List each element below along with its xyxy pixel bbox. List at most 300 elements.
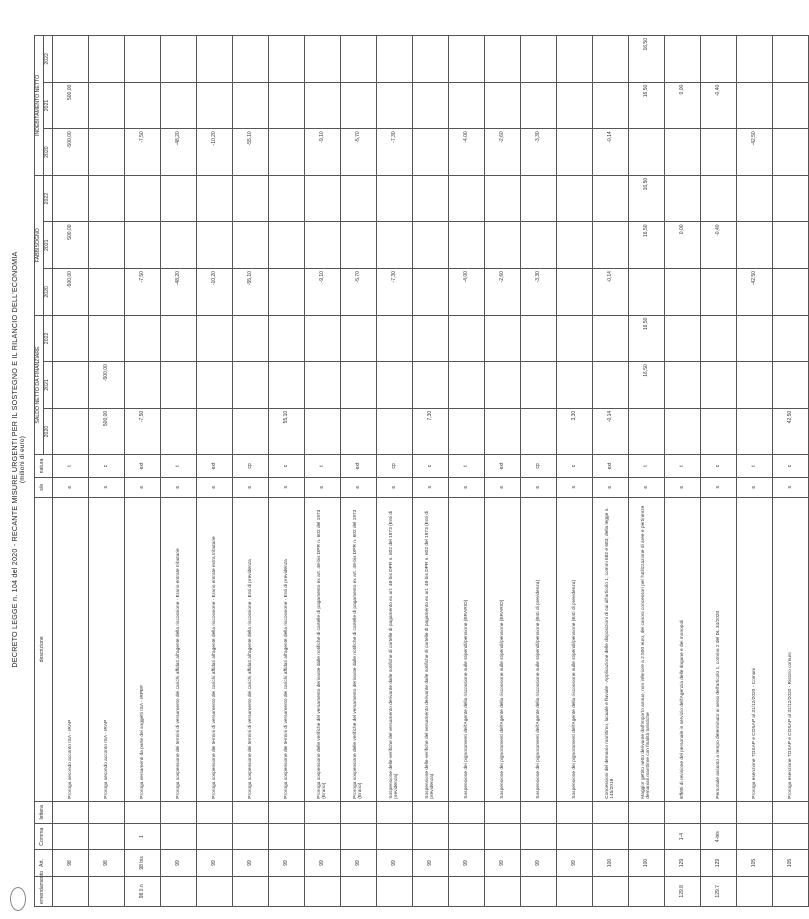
cell-comma bbox=[484, 823, 520, 849]
header-year: 2022 bbox=[43, 175, 52, 222]
cell-indebitamento bbox=[340, 36, 376, 83]
table-row bbox=[736, 36, 772, 907]
cell-emendamento bbox=[448, 876, 484, 906]
cell-indebitamento: -7,30 bbox=[376, 129, 412, 176]
cell-se: e bbox=[160, 477, 196, 497]
cell-descrizione: Proroga secondo acconto ISA - IRAP bbox=[52, 497, 88, 801]
cell-fabbisogno bbox=[592, 175, 628, 222]
cell-fabbisogno: -9,10 bbox=[304, 269, 340, 316]
cell-emendamento bbox=[556, 876, 592, 906]
cell-fabbisogno bbox=[556, 269, 592, 316]
cell-saldo-netto bbox=[304, 408, 340, 455]
header-year: 2020 bbox=[43, 129, 52, 176]
cell-indebitamento bbox=[232, 36, 268, 83]
cell-art: 99 bbox=[520, 850, 556, 876]
cell-fabbisogno bbox=[268, 269, 304, 316]
cell-indebitamento bbox=[700, 36, 736, 83]
cell-comma bbox=[340, 823, 376, 849]
cell-saldo-netto bbox=[664, 362, 700, 409]
cell-lettera bbox=[376, 801, 412, 823]
cell-fabbisogno bbox=[484, 222, 520, 269]
cell-comma bbox=[448, 823, 484, 849]
cell-fabbisogno bbox=[412, 222, 448, 269]
cell-emendamento bbox=[304, 876, 340, 906]
cell-comma bbox=[232, 823, 268, 849]
cell-saldo-netto bbox=[736, 315, 772, 362]
cell-art: 99 bbox=[448, 850, 484, 876]
cell-indebitamento bbox=[520, 36, 556, 83]
cell-art: 129 bbox=[700, 850, 736, 876]
cell-lettera bbox=[520, 801, 556, 823]
cell-indebitamento bbox=[448, 36, 484, 83]
cell-natura: t bbox=[448, 455, 484, 477]
cell-natura: t bbox=[52, 455, 88, 477]
cell-indebitamento bbox=[484, 82, 520, 129]
cell-saldo-netto bbox=[556, 315, 592, 362]
cell-saldo-netto bbox=[520, 362, 556, 409]
cell-fabbisogno bbox=[88, 222, 124, 269]
cell-lettera bbox=[448, 801, 484, 823]
cell-indebitamento bbox=[772, 36, 808, 83]
cell-fabbisogno bbox=[376, 222, 412, 269]
cell-descrizione: Personale assunto a tempo determinato ai sensi dell'articolo 1, comma 2 del DL 34/2020 bbox=[700, 497, 736, 801]
cell-natura: c bbox=[556, 455, 592, 477]
cell-indebitamento: -5,70 bbox=[340, 129, 376, 176]
cell-saldo-netto bbox=[772, 362, 808, 409]
cell-saldo-netto: 16,50 bbox=[628, 315, 664, 362]
cell-indebitamento: -500,00 bbox=[52, 129, 88, 176]
header-year: 2020 bbox=[43, 269, 52, 316]
cell-fabbisogno: -55,10 bbox=[232, 269, 268, 316]
cell-indebitamento bbox=[124, 82, 160, 129]
cell-indebitamento: -10,20 bbox=[196, 129, 232, 176]
cell-art: 99 bbox=[340, 850, 376, 876]
cell-lettera bbox=[736, 801, 772, 823]
cell-art: 99 bbox=[160, 850, 196, 876]
cell-art: 99 bbox=[196, 850, 232, 876]
cell-emendamento bbox=[232, 876, 268, 906]
cell-saldo-netto bbox=[700, 408, 736, 455]
cell-emendamento bbox=[592, 876, 628, 906]
cell-se: e bbox=[448, 477, 484, 497]
cell-art: 99 bbox=[268, 850, 304, 876]
cell-se: e bbox=[592, 477, 628, 497]
cell-emendamento: 98.0.n bbox=[124, 876, 160, 906]
cell-art: 100 bbox=[592, 850, 628, 876]
cell-lettera bbox=[340, 801, 376, 823]
cell-natura: cp bbox=[520, 455, 556, 477]
cell-art: 105 bbox=[736, 850, 772, 876]
cell-saldo-netto bbox=[484, 315, 520, 362]
cell-fabbisogno: -2,60 bbox=[484, 269, 520, 316]
cell-saldo-netto bbox=[340, 408, 376, 455]
cell-descrizione: Sospensione delle verifiche del versamento derivante dalle notifiche di cartelle di pagamento ex art. 48-bis DPR n. 602 del 1973 (Enti di previdenza) bbox=[412, 497, 448, 801]
cell-saldo-netto bbox=[340, 362, 376, 409]
cell-fabbisogno bbox=[592, 222, 628, 269]
cell-descrizione: Proroga sospensione dei termini di versamento dei carichi affidati all'agente della riscossione - Erario entrate extra tributarie bbox=[196, 497, 232, 801]
cell-indebitamento: -4,00 bbox=[448, 129, 484, 176]
cell-fabbisogno bbox=[556, 175, 592, 222]
cell-saldo-netto bbox=[160, 408, 196, 455]
table-row bbox=[124, 36, 160, 907]
cell-descrizione: Sospensione dei pignoramenti dell'Agente della riscossione sulle stipendi/pensione (Enti di previdenza) bbox=[556, 497, 592, 801]
cell-lettera bbox=[664, 801, 700, 823]
cell-fabbisogno: -4,00 bbox=[448, 269, 484, 316]
cell-fabbisogno bbox=[376, 175, 412, 222]
cell-fabbisogno bbox=[160, 222, 196, 269]
cell-saldo-netto bbox=[484, 408, 520, 455]
cell-lettera bbox=[88, 801, 124, 823]
cell-lettera bbox=[628, 801, 664, 823]
cell-saldo-netto bbox=[196, 408, 232, 455]
cell-se: e bbox=[304, 477, 340, 497]
cell-fabbisogno bbox=[700, 269, 736, 316]
cell-emendamento bbox=[268, 876, 304, 906]
cell-indebitamento: -0,40 bbox=[700, 82, 736, 129]
cell-emendamento bbox=[628, 876, 664, 906]
cell-natura: t bbox=[664, 455, 700, 477]
cell-art: 98 bbox=[88, 850, 124, 876]
cell-descrizione: Proroga sospensione dei termini di versamento dei carichi affidati all'agente della riscossione - Erario entrate tributarie bbox=[160, 497, 196, 801]
cell-se: e bbox=[484, 477, 520, 497]
header-se: s/e bbox=[35, 477, 53, 497]
cell-saldo-netto: 42,50 bbox=[772, 408, 808, 455]
cell-fabbisogno bbox=[232, 222, 268, 269]
header-year: 2022 bbox=[43, 36, 52, 83]
cell-art: 99 bbox=[232, 850, 268, 876]
cell-fabbisogno bbox=[700, 175, 736, 222]
table-row bbox=[268, 36, 304, 907]
cell-saldo-netto: 55,10 bbox=[268, 408, 304, 455]
cell-indebitamento bbox=[88, 129, 124, 176]
cell-saldo-netto bbox=[664, 315, 700, 362]
cell-indebitamento bbox=[160, 36, 196, 83]
cell-saldo-netto bbox=[376, 315, 412, 362]
cell-saldo-netto bbox=[376, 362, 412, 409]
cell-indebitamento bbox=[412, 129, 448, 176]
cell-saldo-netto bbox=[304, 315, 340, 362]
cell-fabbisogno bbox=[448, 175, 484, 222]
cell-indebitamento bbox=[736, 36, 772, 83]
cell-comma bbox=[592, 823, 628, 849]
header-lettera: lettera bbox=[35, 801, 53, 823]
cell-indebitamento bbox=[592, 36, 628, 83]
cell-emendamento bbox=[484, 876, 520, 906]
cell-comma bbox=[376, 823, 412, 849]
cell-fabbisogno bbox=[340, 175, 376, 222]
cell-lettera bbox=[196, 801, 232, 823]
cell-se: s bbox=[268, 477, 304, 497]
cell-natura: c bbox=[88, 455, 124, 477]
cell-saldo-netto bbox=[700, 315, 736, 362]
header-natura: natura bbox=[35, 455, 53, 477]
cell-indebitamento bbox=[412, 36, 448, 83]
table-row bbox=[700, 36, 736, 907]
cell-saldo-netto bbox=[268, 362, 304, 409]
document-title: DECRETO LEGGE n. 104 del 2020 - RECANTE MISURE URGENTI PER IL SOSTEGNO E IL RILANCIO DELL'ECONOMIA bbox=[10, 251, 19, 668]
table-row bbox=[412, 36, 448, 907]
cell-comma: 1 bbox=[124, 823, 160, 849]
cell-lettera bbox=[52, 801, 88, 823]
cell-natura: cp bbox=[232, 455, 268, 477]
cell-descrizione: Proroga secondo acconto ISA - IRAP bbox=[88, 497, 124, 801]
cell-descrizione: Sospensione delle verifiche del versamento derivante dalle notifiche di cartelle di pagamento ex art. 48-bis DPR n. 602 del 1973 (Enti di previdenza) bbox=[376, 497, 412, 801]
cell-saldo-netto bbox=[736, 408, 772, 455]
table-body bbox=[52, 36, 808, 907]
cell-natura: t bbox=[160, 455, 196, 477]
cell-indebitamento bbox=[484, 36, 520, 83]
cell-fabbisogno bbox=[772, 175, 808, 222]
header-group-fabbisogno: FABBISOGNO bbox=[35, 175, 44, 315]
cell-indebitamento bbox=[376, 82, 412, 129]
cell-saldo-netto bbox=[160, 362, 196, 409]
cell-fabbisogno bbox=[520, 175, 556, 222]
financial-table bbox=[34, 35, 809, 907]
cell-indebitamento: -3,30 bbox=[520, 129, 556, 176]
cell-emendamento bbox=[520, 876, 556, 906]
cell-indebitamento bbox=[556, 129, 592, 176]
cell-comma bbox=[88, 823, 124, 849]
cell-lettera bbox=[484, 801, 520, 823]
table-row bbox=[484, 36, 520, 907]
cell-descrizione: Proroga sospensione dei termini di versamento dei carichi affidati all'agente della riscossione - Enti di previdenza bbox=[268, 497, 304, 801]
cell-saldo-netto bbox=[520, 408, 556, 455]
header-art: Art. bbox=[35, 850, 53, 876]
cell-indebitamento bbox=[772, 82, 808, 129]
cell-indebitamento bbox=[304, 36, 340, 83]
cell-indebitamento bbox=[700, 129, 736, 176]
cell-saldo-netto bbox=[232, 408, 268, 455]
cell-descrizione: Sospensione dei pignoramenti dell'Agente della riscossione sulle stipendi/pensione (ERARIO) bbox=[484, 497, 520, 801]
header-group-snf: SALDO NETTO DA FINANZIARE bbox=[35, 315, 44, 455]
cell-indebitamento bbox=[88, 82, 124, 129]
cell-comma bbox=[412, 823, 448, 849]
table-row bbox=[592, 36, 628, 907]
cell-fabbisogno bbox=[772, 222, 808, 269]
cell-fabbisogno: -0,40 bbox=[700, 222, 736, 269]
cell-saldo-netto bbox=[232, 362, 268, 409]
cell-se: e bbox=[340, 477, 376, 497]
cell-fabbisogno bbox=[196, 222, 232, 269]
table-row bbox=[448, 36, 484, 907]
cell-indebitamento bbox=[124, 36, 160, 83]
cell-se: e bbox=[664, 477, 700, 497]
cell-saldo-netto bbox=[520, 315, 556, 362]
header-year: 2022 bbox=[43, 315, 52, 362]
cell-fabbisogno bbox=[736, 222, 772, 269]
cell-indebitamento bbox=[664, 129, 700, 176]
cell-se: s bbox=[700, 477, 736, 497]
cell-lettera bbox=[232, 801, 268, 823]
cell-se: e bbox=[736, 477, 772, 497]
cell-emendamento: 129.8 bbox=[664, 876, 700, 906]
cell-natura: t bbox=[736, 455, 772, 477]
cell-indebitamento: -42,50 bbox=[736, 129, 772, 176]
cell-descrizione: Sospensione dei pignoramenti dell'Agente della riscossione sulle stipendi/pensione (Enti di previdenza) bbox=[520, 497, 556, 801]
cell-descrizione: Sospensione dei pignoramenti dell'Agente della riscossione sulle stipendi/pensione (ERARIO) bbox=[448, 497, 484, 801]
cell-fabbisogno bbox=[772, 269, 808, 316]
cell-saldo-netto bbox=[412, 315, 448, 362]
cell-fabbisogno bbox=[448, 222, 484, 269]
cell-emendamento bbox=[412, 876, 448, 906]
cell-saldo-netto bbox=[592, 315, 628, 362]
cell-saldo-netto bbox=[484, 362, 520, 409]
cell-lettera bbox=[268, 801, 304, 823]
cell-lettera bbox=[700, 801, 736, 823]
cell-fabbisogno: -42,50 bbox=[736, 269, 772, 316]
cell-comma: 1-4 bbox=[664, 823, 700, 849]
cell-comma bbox=[628, 823, 664, 849]
cell-saldo-netto bbox=[232, 315, 268, 362]
cell-indebitamento bbox=[664, 36, 700, 83]
cell-fabbisogno bbox=[124, 175, 160, 222]
cell-indebitamento bbox=[268, 82, 304, 129]
cell-saldo-netto bbox=[448, 408, 484, 455]
cell-indebitamento bbox=[592, 82, 628, 129]
cell-indebitamento bbox=[412, 82, 448, 129]
cell-indebitamento bbox=[556, 82, 592, 129]
cell-emendamento bbox=[772, 876, 808, 906]
cell-indebitamento bbox=[304, 82, 340, 129]
cell-art: 98 bbox=[52, 850, 88, 876]
cell-indebitamento: -0,14 bbox=[592, 129, 628, 176]
cell-indebitamento: 0,00 bbox=[664, 82, 700, 129]
cell-fabbisogno: -3,30 bbox=[520, 269, 556, 316]
cell-descrizione: Effetti di revisione del personale in servizio dell'Agenzia delle dogane e dei monopoli bbox=[664, 497, 700, 801]
cell-se: s bbox=[88, 477, 124, 497]
cell-natura: ext bbox=[592, 455, 628, 477]
cell-lettera bbox=[160, 801, 196, 823]
cell-natura: ext bbox=[484, 455, 520, 477]
cell-natura: c bbox=[268, 455, 304, 477]
cell-art: 99 bbox=[304, 850, 340, 876]
cell-fabbisogno bbox=[88, 175, 124, 222]
header-year: 2021 bbox=[43, 362, 52, 409]
cell-fabbisogno: -0,14 bbox=[592, 269, 628, 316]
cell-emendamento bbox=[736, 876, 772, 906]
cell-natura: t bbox=[304, 455, 340, 477]
cell-indebitamento: -9,10 bbox=[304, 129, 340, 176]
cell-descrizione: Concessioni del demanio marittimo, lacuale e fluviale - Applicazione delle disposizioni di cui all'articolo 1, commi 682 e 683, della legge n. 145/2018 bbox=[592, 497, 628, 801]
cell-comma bbox=[520, 823, 556, 849]
table-row bbox=[304, 36, 340, 907]
cell-fabbisogno: 500,00 bbox=[52, 222, 88, 269]
cell-indebitamento bbox=[88, 36, 124, 83]
cell-fabbisogno: -10,20 bbox=[196, 269, 232, 316]
cell-saldo-netto bbox=[124, 315, 160, 362]
cell-indebitamento bbox=[736, 82, 772, 129]
cell-se: e bbox=[196, 477, 232, 497]
cell-indebitamento: 16,50 bbox=[628, 82, 664, 129]
cell-saldo-netto: -500,00 bbox=[88, 362, 124, 409]
cell-saldo-netto bbox=[736, 362, 772, 409]
cell-comma bbox=[736, 823, 772, 849]
cell-indebitamento: 16,50 bbox=[628, 36, 664, 83]
cell-indebitamento bbox=[268, 36, 304, 83]
cell-fabbisogno bbox=[88, 269, 124, 316]
cell-emendamento bbox=[340, 876, 376, 906]
cell-saldo-netto bbox=[700, 362, 736, 409]
cell-fabbisogno bbox=[268, 175, 304, 222]
cell-saldo-netto bbox=[340, 315, 376, 362]
cell-descrizione: Proroga esenzione TOSAP e COSAP al 31/12/2020 - Comuni bbox=[736, 497, 772, 801]
cell-art: 99 bbox=[484, 850, 520, 876]
cell-comma bbox=[772, 823, 808, 849]
cell-saldo-netto bbox=[124, 362, 160, 409]
cell-fabbisogno: -48,20 bbox=[160, 269, 196, 316]
cell-saldo-netto bbox=[628, 408, 664, 455]
cell-natura: c bbox=[412, 455, 448, 477]
cell-emendamento bbox=[52, 876, 88, 906]
cell-se: s bbox=[772, 477, 808, 497]
table-row bbox=[520, 36, 556, 907]
cell-emendamento bbox=[376, 876, 412, 906]
cell-fabbisogno bbox=[412, 269, 448, 316]
cell-indebitamento bbox=[772, 129, 808, 176]
cell-indebitamento bbox=[628, 129, 664, 176]
cell-saldo-netto bbox=[448, 315, 484, 362]
cell-se: s bbox=[412, 477, 448, 497]
cell-fabbisogno bbox=[412, 175, 448, 222]
cell-natura: c bbox=[700, 455, 736, 477]
cell-natura: ext bbox=[196, 455, 232, 477]
cell-fabbisogno bbox=[340, 222, 376, 269]
cell-fabbisogno: -5,70 bbox=[340, 269, 376, 316]
cell-saldo-netto: 3,30 bbox=[556, 408, 592, 455]
table-row bbox=[196, 36, 232, 907]
cell-indebitamento bbox=[196, 82, 232, 129]
cell-indebitamento bbox=[160, 82, 196, 129]
cell-descrizione: Proroga esenzione TOSAP e COSAP al 31/12/2020 - Ristoro comuni bbox=[772, 497, 808, 801]
cell-fabbisogno: -7,50 bbox=[124, 269, 160, 316]
cell-fabbisogno bbox=[52, 175, 88, 222]
header-emendamento: emendamento bbox=[35, 876, 53, 906]
cell-saldo-netto bbox=[664, 408, 700, 455]
cell-natura: ext bbox=[340, 455, 376, 477]
header-year: 2021 bbox=[43, 222, 52, 269]
header-year: 2021 bbox=[43, 82, 52, 129]
cell-saldo-netto bbox=[376, 408, 412, 455]
cell-comma bbox=[196, 823, 232, 849]
header-descrizione: descrizione bbox=[35, 497, 53, 801]
cell-comma bbox=[52, 823, 88, 849]
cell-emendamento bbox=[88, 876, 124, 906]
cell-fabbisogno: -500,00 bbox=[52, 269, 88, 316]
cell-comma bbox=[160, 823, 196, 849]
cell-comma: 4-bis bbox=[700, 823, 736, 849]
cell-art: 105 bbox=[772, 850, 808, 876]
cell-natura: t bbox=[628, 455, 664, 477]
cell-fabbisogno bbox=[160, 175, 196, 222]
document-subtitle: (milioni di euro) bbox=[19, 435, 26, 484]
cell-art: 99 bbox=[556, 850, 592, 876]
cell-indebitamento bbox=[52, 36, 88, 83]
cell-saldo-netto bbox=[52, 408, 88, 455]
cell-comma bbox=[268, 823, 304, 849]
cell-saldo-netto bbox=[160, 315, 196, 362]
cell-descrizione: Proroga sospensione delle verifiche del versamento derivante dalle notifiche di cartelle di pagamento ex art. 48-bis DPR n. 602 del 1973 (Erario) bbox=[340, 497, 376, 801]
cell-fabbisogno bbox=[304, 222, 340, 269]
cell-saldo-netto bbox=[196, 362, 232, 409]
cell-indebitamento bbox=[556, 36, 592, 83]
cell-indebitamento bbox=[376, 36, 412, 83]
cell-fabbisogno bbox=[664, 175, 700, 222]
cell-fabbisogno bbox=[196, 175, 232, 222]
cell-natura: c bbox=[772, 455, 808, 477]
cell-natura: ext bbox=[124, 455, 160, 477]
table-row bbox=[52, 36, 88, 907]
cell-lettera bbox=[772, 801, 808, 823]
